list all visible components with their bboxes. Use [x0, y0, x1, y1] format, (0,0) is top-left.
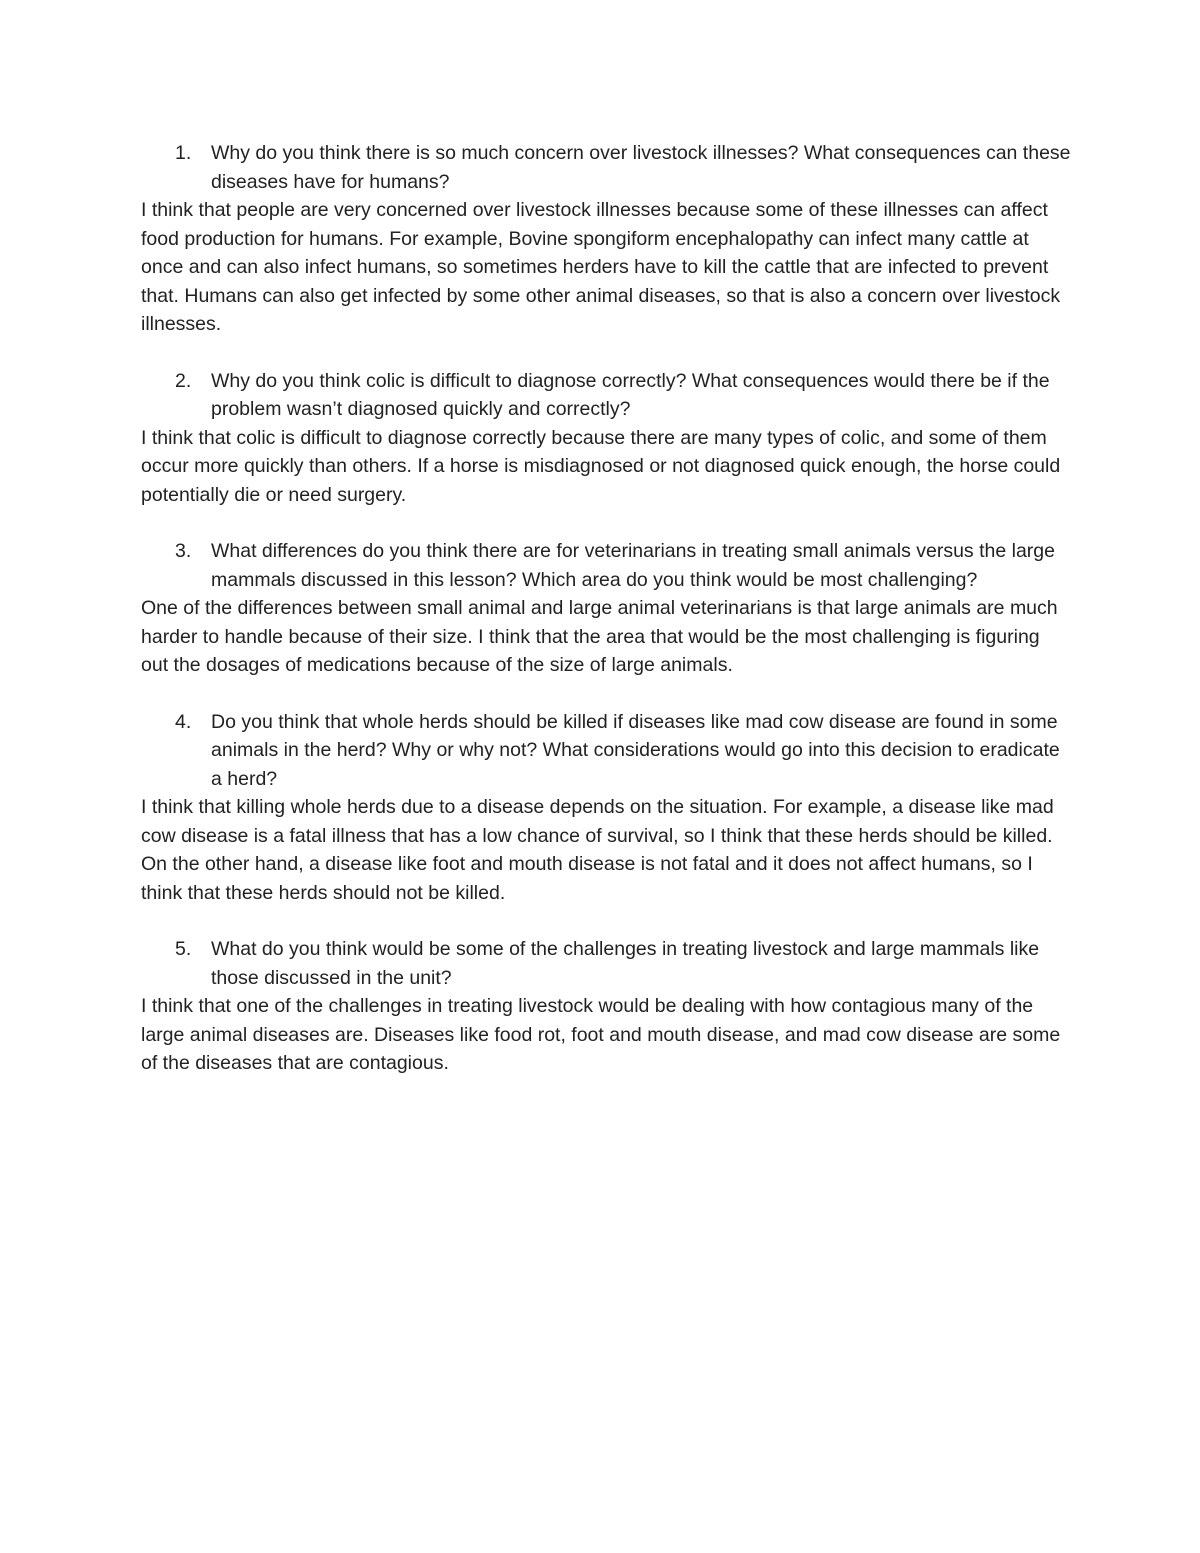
question-2 — [141, 367, 1071, 424]
answer-5: I think that one of the challenges in treating livestock would be dealing with how contagious many of the large animal diseases are. Diseases like food rot, foot and mouth disease, and mad cow disease are some of the diseases that are contagious. — [141, 995, 1061, 1074]
question-text: Why do you think colic is difficult to diagnose correctly? What consequences would there be if the problem wasn’t diagnosed quickly and correctly? — [211, 369, 1050, 420]
qa-item-2 — [141, 367, 1071, 510]
answer-3: One of the differences between small animal and large animal veterinarians is that large animals are much harder to handle because of their size. I think that the area that would be the most challenging is figuring out the dosages of medications because of the size of large animals. — [141, 597, 1058, 676]
qa-item-5 — [141, 935, 1071, 1078]
question-text: What do you think would be some of the challenges in treating livestock and large mammals like those discussed in the unit? — [211, 938, 1040, 989]
question-number: 4. — [175, 710, 192, 733]
question-number: 2. — [175, 369, 192, 392]
answer-4: I think that killing whole herds due to a disease depends on the situation. For example, a disease like mad cow disease is a fatal illness that has a low chance of survival, so I think that these herds should be killed. On the other hand, a disease like foot and mouth disease is not fatal and it does not affect humans, so I think that these herds should not be killed. — [141, 796, 1054, 904]
question-text: Why do you think there is so much concern over livestock illnesses? What consequences can these diseases have for humans? — [211, 142, 1071, 193]
answer-2: I think that colic is difficult to diagnose correctly because there are many types of colic, and some of them occur more quickly than others. If a horse is misdiagnosed or not diagnosed quick enough, the horse could potentially die or need surgery. — [141, 426, 1061, 506]
question-1 — [141, 139, 1071, 196]
qa-item-4 — [141, 708, 1071, 908]
question-number: 5. — [175, 938, 192, 960]
question-5 — [141, 935, 1071, 992]
qa-item-3 — [141, 537, 1071, 680]
question-text: What differences do you think there are for veterinarians in treating small animals versus the large mammals discussed in this lesson? Which area do you think would be most challenging? — [211, 540, 1055, 591]
answer-1: I think that people are very concerned over livestock illnesses because some of these illnesses can affect food production for humans. For example, Bovine spongiform encephalopathy can infect many cattle at once and can also infect humans, so sometimes herders have to kill the cattle that are infected to prevent that. Humans can also get infected by some other animal diseases, so that is also a concern over livestock illnesses. — [141, 199, 1061, 335]
question-number: 3. — [175, 540, 192, 562]
question-number: 1. — [175, 142, 192, 164]
question-text: Do you think that whole herds should be killed if diseases like mad cow disease are found in some animals in the herd? Why or why not? What considerations would go into this decision to eradicate a herd? — [211, 710, 1060, 790]
question-3 — [141, 537, 1071, 594]
question-4 — [141, 708, 1071, 794]
qa-item-1 — [141, 139, 1071, 339]
document-page — [141, 139, 1071, 1106]
